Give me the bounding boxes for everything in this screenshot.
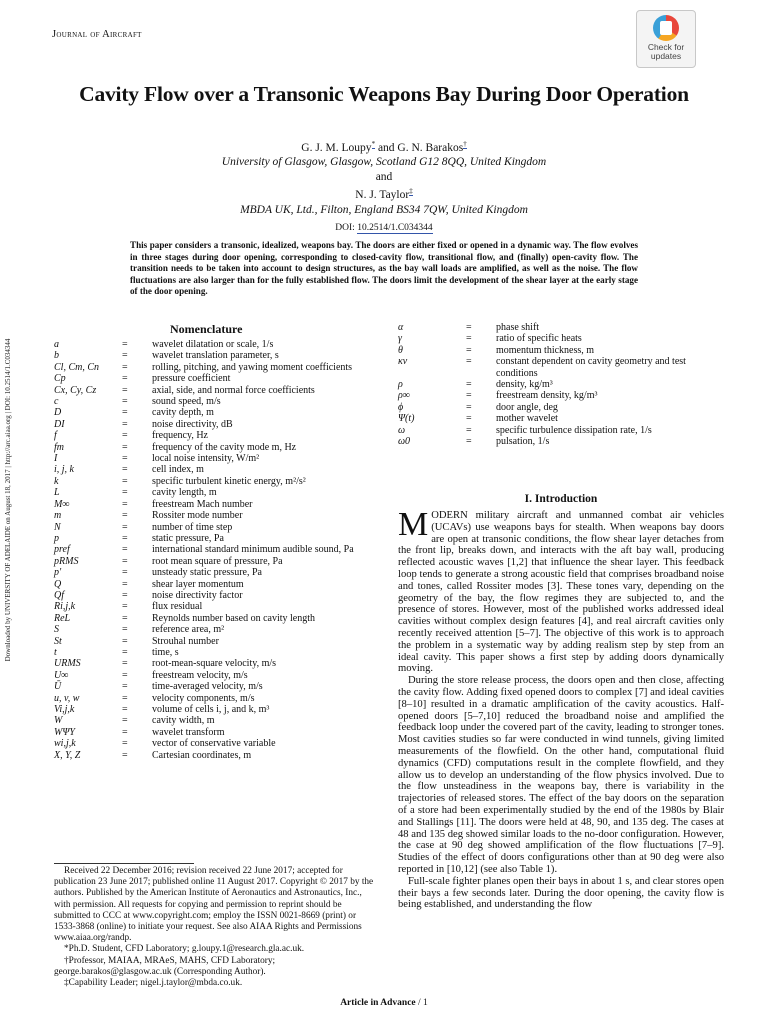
nomenclature-row [54, 658, 380, 669]
equals-sign: = [122, 544, 128, 556]
nomenclature-symbol: URMS [54, 658, 81, 670]
nomenclature-row [398, 345, 724, 356]
nomenclature-symbol: α [398, 322, 404, 333]
nomenclature-symbol: Q [54, 578, 62, 590]
nomenclature-symbol: D [54, 407, 62, 419]
author-line-1 [0, 137, 768, 155]
nomenclature-row [398, 402, 724, 413]
badge-line-2: updates [650, 51, 682, 61]
nomenclature-symbol: p′ [54, 567, 62, 579]
nomenclature-definition: constant dependent on cavity geometry and test conditions [496, 356, 686, 379]
nomenclature-symbol: L [54, 487, 60, 499]
nomenclature-symbol: p [54, 532, 59, 544]
nomenclature-row [54, 522, 380, 533]
nomenclature-symbol: ω [398, 424, 406, 436]
nomenclature-left-column [54, 339, 380, 761]
nomenclature-symbol: i, j, k [54, 464, 74, 476]
equals-sign: = [466, 344, 472, 356]
equals-sign: = [122, 646, 128, 658]
equals-sign: = [122, 555, 128, 567]
equals-sign: = [122, 578, 128, 590]
nomenclature-definition: axial, side, and normal force coefficients [152, 384, 315, 396]
equals-sign: = [122, 589, 128, 601]
nomenclature-symbol: t [54, 646, 57, 658]
nomenclature-symbol: wi,j,k [54, 738, 76, 750]
nomenclature-symbol: γ [398, 333, 402, 345]
nomenclature-row [54, 681, 380, 692]
nomenclature-row [54, 670, 380, 681]
equals-sign: = [122, 624, 128, 636]
nomenclature-definition: static pressure, Pa [152, 532, 224, 544]
nomenclature-row [54, 693, 380, 704]
intro-paragraph-1 [398, 506, 724, 675]
equals-sign: = [466, 322, 472, 333]
equals-sign: = [122, 407, 128, 419]
nomenclature-row [54, 704, 380, 715]
nomenclature-definition: density, kg/m³ [496, 379, 553, 391]
nomenclature-symbol: W [54, 715, 63, 727]
nomenclature-row [398, 390, 724, 401]
equals-sign: = [122, 453, 128, 465]
nomenclature-symbol: fm [54, 441, 64, 453]
nomenclature-row [398, 356, 724, 379]
nomenclature-symbol: I [54, 453, 58, 465]
equals-sign: = [466, 333, 472, 345]
equals-sign: = [122, 567, 128, 579]
intro-smallcaps: ODERN [431, 510, 468, 521]
affiliation-1: University of Glasgow, Glasgow, Scotland G12 8QQ, United Kingdom [221, 156, 547, 169]
nomenclature-definition: volume of cells i, j, and k, m³ [152, 704, 270, 715]
nomenclature-row [54, 419, 380, 430]
nomenclature-symbol: m [54, 510, 62, 522]
footnote-1: *Ph.D. Student, CFD Laboratory; g.loupy.1@research.gla.ac.uk. [64, 944, 305, 955]
nomenclature-symbol: U∞ [54, 669, 69, 681]
nomenclature-definition: frequency of the cavity mode m, Hz [152, 441, 297, 453]
nomenclature-row [54, 396, 380, 407]
nomenclature-row [54, 715, 380, 726]
nomenclature-symbol: c [54, 396, 59, 408]
nomenclature-row [54, 636, 380, 647]
nomenclature-definition: shear layer momentum [152, 578, 244, 590]
affiliation-2: MBDA UK, Ltd., Filton, England BS34 7QW, United Kingdom [240, 203, 528, 216]
nomenclature-row [54, 590, 380, 601]
nomenclature-symbol: Cx, Cy, Cz [54, 384, 97, 396]
nomenclature-symbol: Cp [54, 373, 66, 385]
nomenclature-symbol: a [54, 339, 59, 350]
nomenclature-symbol: pref [54, 544, 70, 556]
nomenclature-definition: root-mean-square velocity, m/s [152, 658, 277, 670]
nomenclature-definition: wavelet transform [152, 726, 225, 738]
nomenclature-definition: wavelet translation parameter, s [152, 350, 279, 362]
nomenclature-symbol: WΨY [54, 726, 75, 738]
equals-sign: = [466, 436, 472, 448]
page-number: 1 [423, 998, 428, 1008]
nomenclature-definition: root mean square of pressure, Pa [152, 555, 283, 567]
nomenclature-row [54, 544, 380, 555]
nomenclature-symbol: θ [398, 344, 403, 356]
intro-paragraph-1-text: military aircraft and unmanned combat air vehicles (UCAVs) use weapons bays for stealth. When weapons bay doors are open at transonic conditions, the flow shear layer detaches from the front lip, breaks down, and interacts with the aft bay wall, producing reflected acoustic waves [1,2] that influence the shear layer. This feedback loop tends to generate a strong acoustic field that comprises broadband noise and tones, called Rossiter modes [3]. These tones vary, depending on the geometry of the bay, the flow regimes they are subjected to, and the presence of stores. However, most of the published works addressed ideal cavities without complex design features [4], and real aircraft cavities only recently received attention [5–7]. The objective of this work is to approach the problem in a systematic way by adding realism step by step from an ideal cavity. This paper shows a first step by adding doors dynamically moving. [398, 510, 724, 675]
nomenclature-row [398, 333, 724, 344]
nomenclature-definition: cavity width, m [152, 715, 215, 727]
nomenclature-row [54, 601, 380, 612]
nomenclature-symbol: X, Y, Z [54, 749, 81, 761]
equals-sign: = [122, 441, 128, 453]
nomenclature-definition: international standard minimum audible sound, Pa [152, 544, 354, 556]
nomenclature-definition: ratio of specific heats [496, 333, 582, 345]
equals-sign: = [122, 601, 128, 613]
nomenclature-symbol: Ū [54, 681, 62, 693]
footer-label: Article in Advance [340, 998, 416, 1008]
footnote-received: Received 22 December 2016; revision received 22 June 2017; accepted for publication 23 June 2017; published online 11 August 2017. Copyright © 2017 by the authors. Published by the American Institute of Aeronautics and Astronautics, Inc., with permission. All requests for copying and permission to reprint should be submitted to CCC at www.copyright.com; employ the ISSN 0021-8669 (print) or 1533-3868 (online) to initiate your request. See also AIAA Rights and Permissions www.aiaa.org/randp. [54, 866, 374, 944]
nomenclature-row [54, 750, 380, 761]
nomenclature-symbol: k [54, 475, 59, 487]
nomenclature-row [54, 339, 380, 350]
footnotes [54, 866, 380, 989]
author-barakos: and G. N. Barakos [375, 141, 464, 154]
nomenclature-row [54, 738, 380, 749]
abstract: This paper considers a transonic, idealized, weapons bay. The doors are either fixed or opened in a dynamic way. The flow evolves in three stages during door opening, corresponding to closed-cavity flow, transitional flow, and (finally) open-cavity flow. The transition needs to be taken into account to design structures, as the bay wall loads are amplified, as well as the noise. The flow fluctuations are also larger than for the fully established flow. The doors limit the development of the shear layer at the early stage of the door opening. [130, 240, 638, 297]
nomenclature-symbol: κv [398, 356, 408, 368]
nomenclature-symbol: Cl, Cm, Cn [54, 361, 100, 373]
equals-sign: = [122, 418, 128, 430]
nomenclature-row [54, 567, 380, 578]
equals-sign: = [122, 749, 128, 761]
nomenclature-definition: Reynolds number based on cavity length [152, 612, 316, 624]
equals-sign: = [122, 715, 128, 727]
nomenclature-definition: reference area, m² [152, 624, 225, 636]
nomenclature-definition: specific turbulence dissipation rate, 1/s [496, 424, 652, 436]
equals-sign: = [466, 401, 472, 413]
nomenclature-row [54, 647, 380, 658]
page-footer [0, 998, 768, 1008]
drop-cap: M [398, 506, 429, 543]
nomenclature-definition: number of time step [152, 521, 233, 533]
nomenclature-definition: unsteady static pressure, Pa [152, 567, 262, 579]
paper-title: Cavity Flow over a Transonic Weapons Bay During Door Operation [79, 82, 689, 106]
nomenclature-row [54, 373, 380, 384]
equals-sign: = [122, 692, 128, 704]
nomenclature-symbol: ϕ [398, 401, 404, 413]
author-taylor: N. J. Taylor [355, 189, 410, 202]
check-for-updates-badge[interactable] [636, 10, 696, 68]
nomenclature-definition: specific turbulent kinetic energy, m²/s² [152, 475, 306, 487]
nomenclature-definition: freestream velocity, m/s [152, 669, 248, 681]
crossmark-icon [653, 15, 679, 41]
footnote-mark-2[interactable]: † [463, 140, 467, 148]
equals-sign: = [122, 681, 128, 693]
nomenclature-symbol: DI [54, 418, 65, 430]
nomenclature-row [54, 579, 380, 590]
nomenclature-row [54, 430, 380, 441]
doi-link[interactable]: 10.2514/1.C034344 [357, 223, 433, 234]
nomenclature-symbol: ω0 [398, 436, 411, 448]
nomenclature-row [398, 322, 724, 333]
nomenclature-symbol: S [54, 624, 59, 636]
equals-sign: = [122, 704, 128, 715]
nomenclature-row [54, 350, 380, 361]
nomenclature-row [54, 624, 380, 635]
equals-sign: = [122, 532, 128, 544]
nomenclature-symbol: f [54, 430, 57, 442]
equals-sign: = [122, 361, 128, 373]
nomenclature-row [398, 425, 724, 436]
nomenclature-symbol: ReL [54, 612, 71, 624]
nomenclature-definition: phase shift [496, 322, 540, 333]
nomenclature-row [398, 413, 724, 424]
nomenclature-symbol: Vi,j,k [54, 704, 75, 715]
footnote-mark-3[interactable]: ‡ [409, 187, 413, 196]
equals-sign: = [122, 384, 128, 396]
nomenclature-definition: mother wavelet [496, 413, 558, 425]
nomenclature-definition: cavity length, m [152, 487, 217, 499]
equals-sign: = [122, 430, 128, 442]
equals-sign: = [122, 658, 128, 670]
equals-sign: = [122, 339, 128, 350]
equals-sign: = [122, 498, 128, 510]
footnote-3: ‡Capability Leader; nigel.j.taylor@mbda.co.uk. [64, 978, 243, 989]
nomenclature-row [54, 533, 380, 544]
nomenclature-definition: noise directivity factor [152, 589, 243, 601]
author-line-2 [0, 184, 768, 202]
nomenclature-row [54, 510, 380, 521]
intro-paragraph-2: During the store release process, the doors open and then close, affecting the cavity flow. Adding fixed opened doors to complex [7] and ideal cavities [8–10] resulted in a dramatic amplification of the cavity acoustics. Half-opened doors [5–7,10] reduced the broadband noise and amplified the feedback loop under the covered part of the cavity, leading to stronger tones. Most cavities studies so far were conducted in wind tunnels, giving limited measurements of the flowfield. On the other hand, computational fluid dynamics (CFD) computations result in the complete flowfield, and they allow us to develop an understanding of the flow physics involved. Due to the flow unsteadiness in the weapons bay, there is variability in the trajectories of released stores. The effect of the bay doors on the separation of a store had been experimentally studied by the end of the 1980s by Blair and Stallings [11]. The doors were held at 48, 90, and 135 deg. The cases at 48 and 135 deg showed similar loads to the no-door configuration. However, the case at 90 deg showed amplification of the flow fluctuations [7–9]. Studies of the effect of doors configurations other than at 90 deg were also reported in [10,12] (see also Table 1). [398, 675, 724, 875]
author-loupy: G. J. M. Loupy [301, 141, 372, 154]
download-watermark-text: Downloaded by UNIVERSITY OF ADELAIDE on August 18, 2017 | http://arc.aiaa.org | DOI: 10.2514/1.C034344 [4, 338, 12, 662]
nomenclature-definition: Cartesian coordinates, m [152, 749, 252, 761]
nomenclature-row [398, 379, 724, 390]
nomenclature-definition: time, s [152, 646, 179, 658]
nomenclature-definition: freestream density, kg/m³ [496, 390, 598, 402]
nomenclature-right-column [398, 322, 724, 447]
equals-sign: = [122, 350, 128, 362]
nomenclature-definition: rolling, pitching, and yawing moment coefficients [152, 361, 353, 373]
nomenclature-definition: sound speed, m/s [152, 396, 221, 408]
nomenclature-definition: pulsation, 1/s [496, 436, 550, 448]
nomenclature-row [54, 499, 380, 510]
doi-label: DOI: [335, 223, 358, 234]
nomenclature-row [54, 613, 380, 624]
equals-sign: = [122, 635, 128, 647]
nomenclature-symbol: Qf [54, 589, 64, 601]
equals-sign: = [466, 413, 472, 425]
nomenclature-row [54, 464, 380, 475]
equals-sign: = [122, 475, 128, 487]
equals-sign: = [466, 356, 472, 368]
nomenclature-symbol: N [54, 521, 61, 533]
nomenclature-title: Nomenclature [170, 322, 243, 336]
footnote-2: †Professor, MAIAA, MRAeS, MAHS, CFD Laboratory; george.barakos@glasgow.ac.uk (Corresponding Author). [54, 955, 276, 977]
equals-sign: = [122, 396, 128, 408]
nomenclature-definition: cell index, m [152, 464, 204, 476]
author-block [0, 137, 768, 236]
equals-sign: = [122, 373, 128, 385]
equals-sign: = [122, 612, 128, 624]
equals-sign: = [122, 669, 128, 681]
nomenclature-symbol: Ri,j,k [54, 601, 76, 613]
nomenclature-definition: cavity depth, m [152, 407, 214, 419]
nomenclature-row [54, 442, 380, 453]
nomenclature-row [54, 407, 380, 418]
equals-sign: = [466, 379, 472, 391]
nomenclature-definition: Rossiter mode number [152, 510, 243, 522]
nomenclature-row [54, 453, 380, 464]
nomenclature-symbol: pRMS [54, 555, 79, 567]
nomenclature-row [54, 362, 380, 373]
doi-line [0, 221, 768, 236]
nomenclature-symbol: b [54, 350, 59, 362]
footnote-mark-1[interactable]: * [371, 140, 376, 148]
equals-sign: = [122, 510, 128, 522]
journal-name: Journal of Aircraft [52, 29, 142, 40]
nomenclature-symbol: u, v, w [54, 692, 80, 704]
introduction-text [398, 506, 724, 911]
nomenclature-definition: pressure coefficient [152, 373, 231, 385]
nomenclature-definition: local noise intensity, W/m² [152, 453, 260, 465]
nomenclature-row [54, 487, 380, 498]
download-watermark [2, 300, 14, 700]
equals-sign: = [122, 726, 128, 738]
nomenclature-definition: door angle, deg [496, 401, 558, 413]
nomenclature-definition: flux residual [152, 601, 203, 613]
nomenclature-definition: vector of conservative variable [152, 738, 276, 750]
nomenclature-definition: Strouhal number [152, 635, 219, 647]
nomenclature-definition: noise directivity, dB [152, 418, 233, 430]
badge-line-1: Check for [647, 42, 685, 52]
equals-sign: = [122, 487, 128, 499]
nomenclature-definition: freestream Mach number [152, 498, 253, 510]
equals-sign: = [466, 390, 472, 402]
nomenclature-symbol: ρ∞ [398, 390, 410, 402]
footer-separator: / [415, 998, 424, 1008]
equals-sign: = [122, 521, 128, 533]
section-heading-introduction: I. Introduction [524, 493, 598, 505]
nomenclature-definition: time-averaged velocity, m/s [152, 681, 263, 693]
nomenclature-symbol: Ψ(t) [398, 413, 415, 425]
nomenclature-symbol: M∞ [54, 498, 70, 510]
equals-sign: = [122, 464, 128, 476]
nomenclature-symbol: ρ [398, 379, 403, 391]
nomenclature-row [54, 727, 380, 738]
nomenclature-row [398, 436, 724, 447]
author-and: and [375, 170, 393, 183]
nomenclature-definition: wavelet dilatation or scale, 1/s [152, 339, 274, 350]
nomenclature-row [54, 556, 380, 567]
equals-sign: = [466, 424, 472, 436]
intro-paragraph-3: Full-scale fighter planes open their bays in about 1 s, and clear stores open their bays a few seconds later. During the door opening, the cavity flow is being established, and understanding the flow [398, 875, 724, 911]
nomenclature-row [54, 476, 380, 487]
nomenclature-row [54, 385, 380, 396]
nomenclature-definition: momentum thickness, m [496, 344, 595, 356]
footnote-rule [54, 863, 194, 864]
nomenclature-symbol: St [54, 635, 62, 647]
nomenclature-definition: frequency, Hz [152, 430, 208, 442]
equals-sign: = [122, 738, 128, 750]
nomenclature-definition: velocity components, m/s [152, 692, 255, 704]
